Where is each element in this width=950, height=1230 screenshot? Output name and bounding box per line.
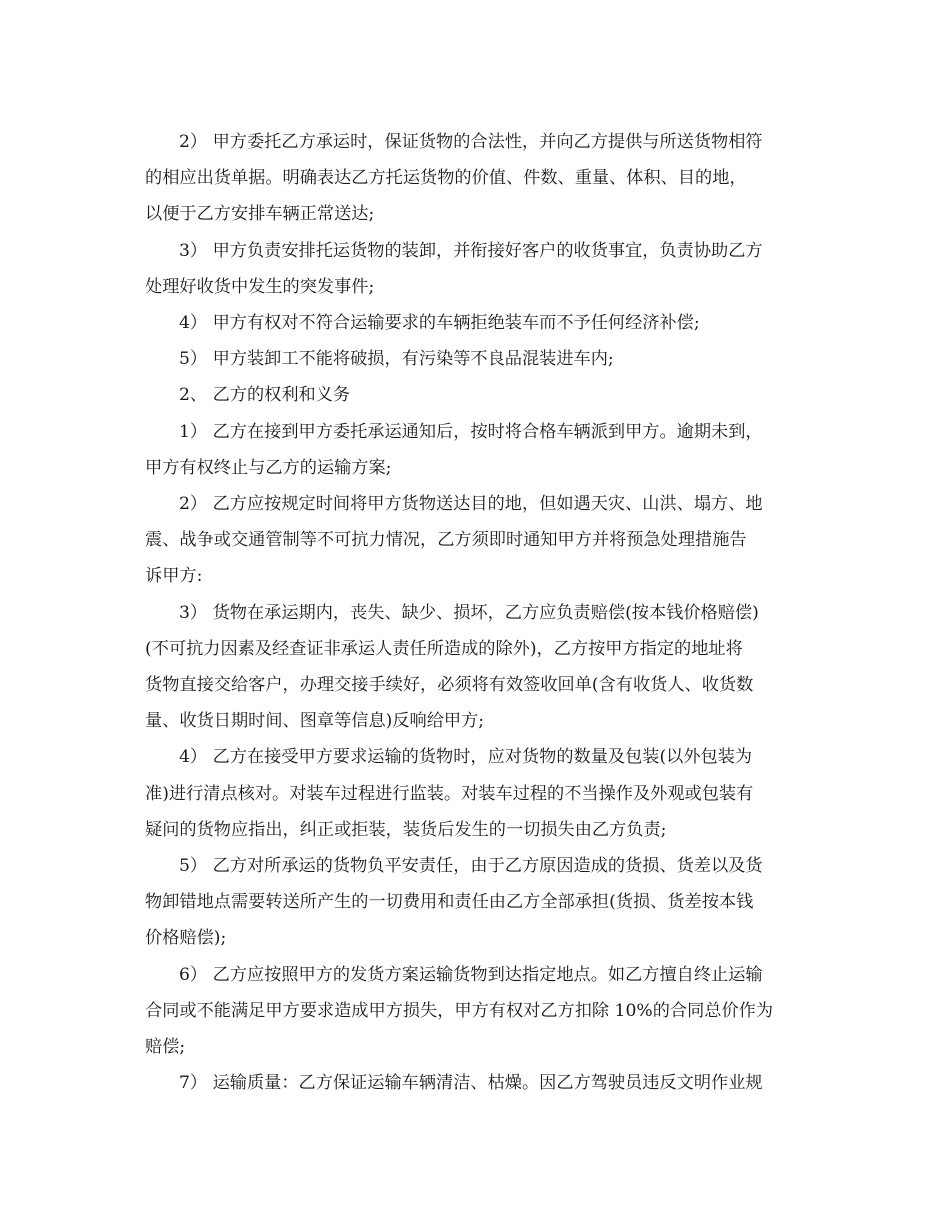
paragraph-2 [145, 233, 810, 305]
paragraph-8 [145, 595, 810, 740]
text-line: 价格赔偿); [145, 928, 227, 949]
text-line: 量、收货日期时间、图章等信息)反响给甲方; [145, 711, 485, 732]
text-line: 4） 甲方有权对不符合运输要求的车辆拒绝装车而不予任何经济补偿; [179, 313, 700, 334]
text-line: 以便于乙方安排车辆正常送达; [145, 204, 375, 225]
paragraph-9 [145, 739, 810, 848]
paragraph-1 [145, 124, 810, 233]
paragraph-11 [145, 957, 810, 1066]
text-line: 3） 货物在承运期内，丧失、缺少、损坏，乙方应负责赔偿(按本钱价格赔偿) [179, 602, 759, 623]
text-line: 7） 运输质量：乙方保证运输车辆清洁、枯燥。因乙方驾驶员违反文明作业规 [179, 1073, 763, 1094]
paragraph-12 [145, 1065, 810, 1101]
text-line: 甲方有权终止与乙方的运输方案; [145, 457, 392, 478]
text-line: 处理好收货中发生的突发事件; [145, 276, 375, 297]
text-line: 货物直接交给客户，办理交接手续好，必须将有效签收回单(含有收货人、收货数 [145, 675, 754, 696]
paragraph-10 [145, 848, 810, 957]
text-line: 震、战争或交通管制等不可抗力情况，乙方须即时通知甲方并将预急处理措施告 [145, 530, 747, 551]
paragraph-3 [145, 305, 810, 341]
text-line: (不可抗力因素及经查证非承运人责任所造成的除外)，乙方按甲方指定的地址将 [145, 638, 743, 659]
text-line: 2） 甲方委托乙方承运时，保证货物的合法性，并向乙方提供与所送货物相符 [179, 132, 763, 152]
text-line: 5） 甲方装卸工不能将破损，有污染等不良品混装进车内; [179, 349, 614, 370]
text-line: 1） 乙方在接到甲方委托承运通知后，按时将合格车辆派到甲方。逾期未到， [179, 421, 763, 442]
text-line: 4） 乙方在接受甲方要求运输的货物时，应对货物的数量及包装(以外包装为 [179, 747, 753, 768]
text-line: 2、 乙方的权利和义务 [179, 385, 351, 406]
text-line: 赔偿; [145, 1037, 186, 1058]
section-heading [145, 377, 810, 413]
text-line: 6） 乙方应按照甲方的发货方案运输货物到达指定地点。如乙方擅自终止运输 [179, 964, 763, 985]
text-line: 2） 乙方应按规定时间将甲方货物送达目的地，但如遇天灾、山洪、塌方、地 [179, 494, 763, 515]
paragraph-7 [145, 486, 810, 595]
text-line: 3） 甲方负责安排托运货物的装卸，并衔接好客户的收货事宜，负责协助乙方 [179, 240, 763, 261]
text-line: 物卸错地点需要转送所产生的一切费用和责任由乙方全部承担(货损、货差按本钱 [145, 892, 754, 913]
document-body [145, 124, 810, 1101]
text-line: 准)进行清点核对。对装车过程进行监装。对装车过程的不当操作及外观或包装有 [145, 783, 754, 804]
paragraph-4 [145, 341, 810, 377]
text-line: 疑问的货物应指出，纠正或拒装，装货后发生的一切损失由乙方负责; [145, 819, 667, 840]
text-line: 合同或不能满足甲方要求造成甲方损失，甲方有权对乙方扣除 10%的合同总价作为 [145, 1000, 774, 1021]
paragraph-6 [145, 414, 810, 486]
text-line: 5） 乙方对所承运的货物负平安责任，由于乙方原因造成的货损、货差以及货 [179, 856, 763, 877]
text-line: 诉甲方: [145, 566, 203, 587]
text-line: 的相应出货单据。明确表达乙方托运货物的价值、件数、重量、体积、目的地， [145, 168, 747, 189]
